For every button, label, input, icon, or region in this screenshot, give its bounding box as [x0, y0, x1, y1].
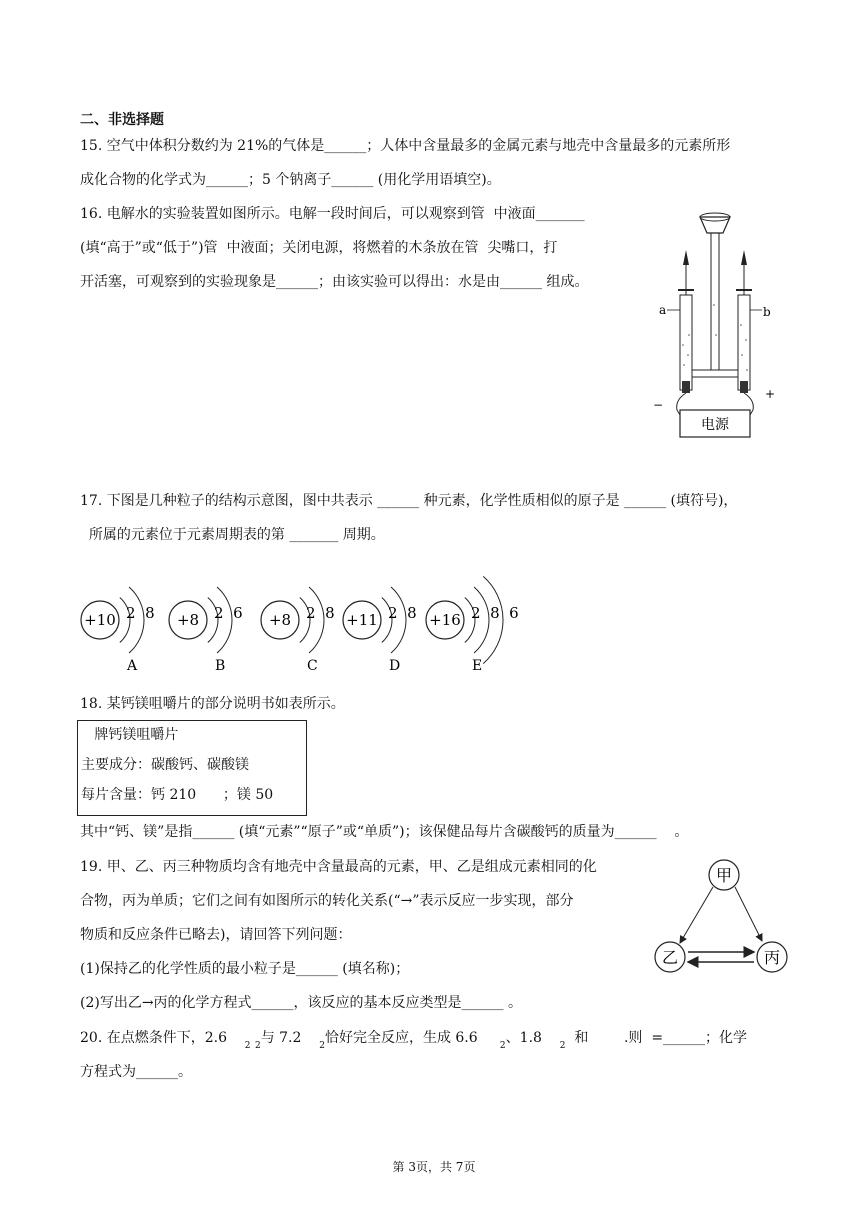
atom-label: A: [127, 658, 138, 674]
nucleus-charge: +16: [429, 611, 461, 629]
atom-E: [426, 576, 519, 674]
node-bing: 丙: [763, 948, 781, 967]
conversion-diagram: [650, 855, 795, 980]
minus-sign: −: [653, 398, 664, 412]
q16-line1: 16. 电解水的实验装置如图所示。电解一段时间后，可以观察到管 中液面_______: [80, 206, 585, 222]
nucleus-charge: +8: [268, 611, 292, 629]
atom-B: [169, 587, 243, 674]
q16-line3: 开活塞，可观察到的实验现象是______；由该实验可以得出：水是由______ 组成。: [80, 274, 589, 290]
node-yi: 乙: [661, 948, 679, 967]
q19-line1: 19. 甲、乙、丙三种物质均含有地壳中含量最高的元素，甲、乙是组成元素相同的化: [80, 859, 597, 875]
table-ingredients: 主要成分：碳酸钙、碳酸镁: [81, 757, 249, 773]
q19-line3: 物质和反应条件已略去)，请回答下列问题：: [80, 927, 352, 943]
section-title: 二、非选择题: [80, 112, 164, 128]
atom-A: [81, 587, 155, 674]
q17-line1: 17. 下图是几种粒子的结构示意图，图中共表示 ______ 种元素，化学性质相似的原子是 ______ (填符号)，: [80, 493, 738, 509]
nucleus-charge: +8: [176, 611, 200, 629]
electron-counts: 2 6: [214, 604, 243, 622]
power-label: 电源: [701, 417, 729, 433]
label-a: a: [659, 303, 667, 317]
electron-counts: 2 8: [306, 604, 335, 622]
node-jia: 甲: [715, 866, 733, 885]
atom-label: C: [307, 658, 318, 674]
q20-line2: 方程式为______。: [80, 1064, 192, 1080]
q17-line2: 所属的元素位于元素周期表的第 _______ 周期。: [80, 527, 385, 543]
q18-line2: 其中“钙、镁”是指______ (填“元素”“原子”或“单质”)；该保健品每片含碳酸钙的质量为______ 。: [80, 824, 689, 840]
atom-label: E: [472, 658, 483, 674]
q19-line4: (1)保持乙的化学性质的最小粒子是______ (填名称)；: [80, 961, 410, 977]
nucleus-charge: +10: [84, 611, 116, 629]
plus-sign: +: [765, 387, 776, 401]
q20-line1: 20. 在点燃条件下，2.6 $_2$ $_2$与 7.2 $_2$恰好完全反应，生成 6.6 $_2$、1.8 $_2$ 和 .则 =______；化学: [80, 1030, 748, 1051]
table-title: 牌钙镁咀嚼片: [81, 727, 179, 743]
label-b: b: [763, 305, 771, 319]
table-content: 每片含量：钙 210 ；镁 50: [81, 787, 274, 803]
q18-line1: 18. 某钙镁咀嚼片的部分说明书如表所示。: [80, 696, 345, 712]
atom-D: [343, 587, 417, 674]
product-label-table: [77, 720, 307, 816]
atom-label: B: [215, 658, 226, 674]
electrolysis-figure: [645, 205, 785, 445]
nucleus-charge: +11: [346, 611, 378, 629]
q15-line1: 15. 空气中体积分数约为 21%的气体是______；人体中含量最多的金属元素与地壳中含量最多的元素所形: [80, 138, 731, 154]
page-footer: 第 3页，共 7页: [392, 1160, 476, 1174]
atom-C: [261, 587, 335, 674]
atom-structure-diagrams: [70, 560, 540, 680]
q15-line2: 成化合物的化学式为______；5 个钠离子______ (用化学用语填空)。: [80, 172, 501, 188]
electron-counts: 2 8 6: [471, 604, 519, 622]
q16-line2: (填“高于”或“低于”)管 中液面；关闭电源，将燃着的木条放在管 尖嘴口，打: [80, 240, 558, 256]
q19-line5: (2)写出乙→丙的化学方程式______，该反应的基本反应类型是______ 。: [80, 995, 523, 1011]
q19-line2: 合物，丙为单质；它们之间有如图所示的转化关系(“→”表示反应一步实现，部分: [80, 893, 574, 909]
electron-counts: 2 8: [388, 604, 417, 622]
electron-counts: 2 8: [126, 604, 155, 622]
atom-label: D: [389, 658, 401, 674]
